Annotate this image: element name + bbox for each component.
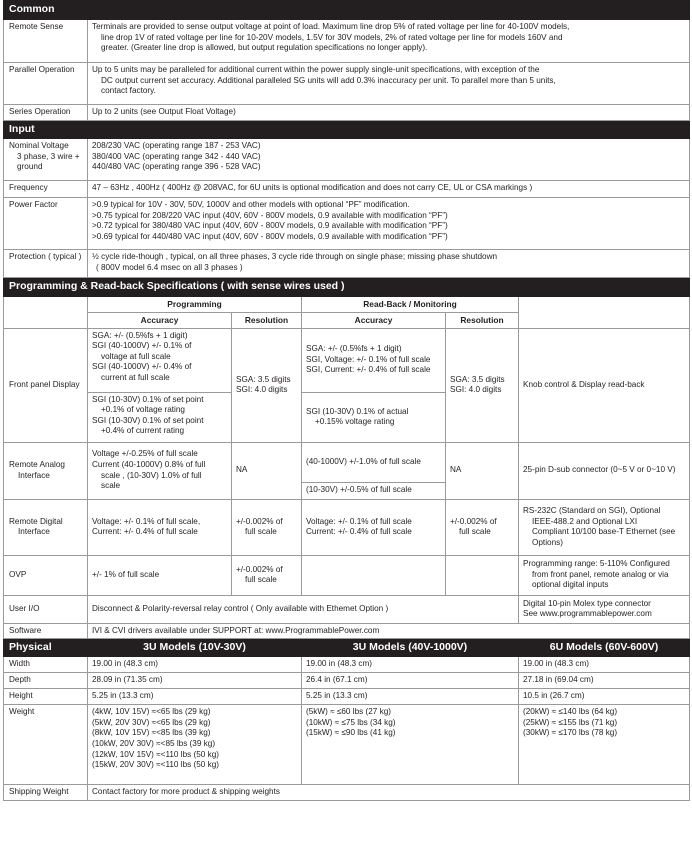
spec-sheet (3, 0, 689, 801)
analog-rb-accuracy-top: (40-1000V) +/-1.0% of full scale (302, 442, 446, 482)
power-factor-label: Power Factor (4, 198, 88, 250)
front-prog-accuracy-bottom: SGI (10-30V) 0.1% of set point +0.1% of voltage rating SGI (10-30V) 0.1% of set point +0.4% of current rating (88, 392, 232, 442)
weight-6u: (20kW) ≈ ≤140 lbs (64 kg) (25kW) ≈ ≤155 lbs (71 kg) (30kW) ≈ ≤170 lbs (78 kg) (519, 705, 690, 785)
width-6u: 19.00 in (48.3 cm) (519, 657, 690, 673)
remote-analog-label: Remote Analog Interface (4, 442, 88, 499)
physical-col-3u-low: 3U Models (10V-30V) (88, 639, 302, 657)
section-common: Common (4, 1, 690, 20)
parallel-label: Parallel Operation (4, 63, 88, 105)
front-prog-resolution: SGA: 3.5 digits SGI: 4.0 digits (232, 328, 302, 442)
frequency-label: Frequency (4, 181, 88, 198)
front-panel-label: Front panel Display (4, 328, 88, 442)
software-label: Software (4, 623, 88, 639)
analog-rb-resolution: NA (446, 442, 519, 499)
rb-resolution-head: Resolution (446, 312, 519, 328)
height-3u-high: 5.25 in (13.3 cm) (302, 689, 519, 705)
software-value: IVI & CVI drivers available under SUPPORT at: www.ProgrammablePower.com (88, 623, 690, 639)
prog-resolution-head: Resolution (232, 312, 302, 328)
digital-note: RS-232C (Standard on SGI), Optional IEEE-488.2 and Optional LXI Compliant 10/100 base-T Ethernet (see Options) (519, 499, 690, 555)
digital-rb-resolution: +/-0.002% of full scale (446, 499, 519, 555)
front-rb-resolution: SGA: 3.5 digits SGI: 4.0 digits (446, 328, 519, 442)
analog-rb-accuracy-bottom: (10-30V) +/-0.5% of full scale (302, 482, 446, 499)
physical-col-3u-high: 3U Models (40V-1000V) (302, 639, 519, 657)
physical-col-6u: 6U Models (60V-600V) (519, 639, 690, 657)
depth-3u-low: 28.09 in (71.35 cm) (88, 673, 302, 689)
front-prog-accuracy-top: SGA: +/- (0.5%fs + 1 digit) SGI (40-1000V) +/- 0.1% of voltage at full scale SGI (40-1000V) +/- 0.4% of current at full scale (88, 328, 232, 392)
user-io-value: Disconnect & Polarity-reversal relay control ( Only available with Ethemet Option ) (88, 595, 519, 623)
weight-3u-high: (5kW) ≈ ≤60 lbs (27 kg) (10kW) ≈ ≤75 lbs (34 kg) (15kW) ≈ ≤90 lbs (41 kg) (302, 705, 519, 785)
front-rb-accuracy-bottom: SGI (10-30V) 0.1% of actual +0.15% voltage rating (302, 392, 446, 442)
front-note: Knob control & Display read-back (519, 328, 690, 442)
analog-prog-resolution: NA (232, 442, 302, 499)
ovp-note: Programming range: 5-110% Configured from front panel, remote analog or via optional digital inputs (519, 555, 690, 595)
weight-3u-low: (4kW, 10V 15V) ≈<65 lbs (29 kg) (5kW, 20V 30V) ≈<65 lbs (29 kg) (8kW, 10V 15V) ≈<85 lbs (39 kg) (10kW, 20V 30V) ≈<85 lbs (39 kg) (12kW, 10V 15V) ≈<110 lbs (50 kg) (15kW, 20V 30V) ≈<110 lbs (50 kg) (88, 705, 302, 785)
series-label: Series Operation (4, 105, 88, 121)
section-input: Input (4, 121, 690, 139)
section-physical: Physical (4, 639, 88, 657)
weight-label: Weight (4, 705, 88, 785)
front-rb-accuracy-top: SGA: +/- (0.5%fs + 1 digit) SGI, Voltage: +/- 0.1% of full scale SGI, Current: +/- 0.4% of full scale (302, 328, 446, 392)
height-6u: 10.5 in (26.7 cm) (519, 689, 690, 705)
remote-digital-label: Remote Digital Interface (4, 499, 88, 555)
readback-head: Read-Back / Monitoring (302, 297, 519, 313)
remote-sense-value: Terminals are provided to sense output voltage at point of load. Maximum line drop 5% of rated voltage per line for 40-100V models, line drop 1V of rated voltage per line for 10-20V models, 1.5V for 30V models, 2% of rated voltage per line for models 160V and greater. (Greater line drop is allowed, but output regulation specifications no longer apply). (88, 20, 690, 63)
nominal-voltage-label: Nominal Voltage 3 phase, 3 wire + ground (4, 139, 88, 181)
nominal-voltage-value: 208/230 VAC (operating range 187 - 253 VAC) 380/400 VAC (operating range 342 - 440 VAC) 440/480 VAC (operating range 396 - 528 VAC) (88, 139, 690, 181)
protection-value: ½ cycle ride-though , typical, on all three phases, 3 cycle ride through on single phase; missing phase shutdown ( 800V model 6.4 msec on all 3 phases ) (88, 250, 690, 278)
shipping-weight-value: Contact factory for more product & shipping weights (88, 785, 690, 801)
user-io-note: Digital 10-pin Molex type connector See www.programmablepower.com (519, 595, 690, 623)
ovp-resolution: +/-0.002% of full scale (232, 555, 302, 595)
rb-accuracy-head: Accuracy (302, 312, 446, 328)
series-value: Up to 2 units (see Output Float Voltage) (88, 105, 690, 121)
spec-table (3, 0, 690, 801)
width-label: Width (4, 657, 88, 673)
power-factor-value: >0.9 typical for 10V - 30V, 50V, 1000V and other models with optional “PF” modification. >0.75 typical for 208/220 VAC input (40V, 60V - 800V models, 0.9 available with modification “PF”) >0.72 typical for 380/480 VAC input (40V, 60V - 800V models, 0.9 available with modification “PF”) >0.69 typical for 440/480 VAC input (40V, 60V - 800V models, 0.9 available with modification “PF”) (88, 198, 690, 250)
digital-rb-accuracy: Voltage: +/- 0.1% of full scale Current: +/- 0.4% of full scale (302, 499, 446, 555)
depth-label: Depth (4, 673, 88, 689)
shipping-weight-label: Shipping Weight (4, 785, 88, 801)
frequency-value: 47 – 63Hz , 400Hz ( 400Hz @ 208VAC, for 6U units is optional modification and does not carry CE, UL or CSA markings ) (88, 181, 690, 198)
prog-accuracy-head: Accuracy (88, 312, 232, 328)
height-3u-low: 5.25 in (13.3 cm) (88, 689, 302, 705)
ovp-accuracy: +/- 1% of full scale (88, 555, 232, 595)
section-programming: Programming & Read-back Specifications ( with sense wires used ) (4, 278, 690, 297)
width-3u-low: 19.00 in (48.3 cm) (88, 657, 302, 673)
user-io-label: User I/O (4, 595, 88, 623)
digital-prog-accuracy: Voltage: +/- 0.1% of full scale, Current: +/- 0.4% of full scale (88, 499, 232, 555)
protection-label: Protection ( typical ) (4, 250, 88, 278)
analog-note: 25-pin D-sub connector (0~5 V or 0~10 V) (519, 442, 690, 499)
height-label: Height (4, 689, 88, 705)
programming-head: Programming (88, 297, 302, 313)
parallel-value: Up to 5 units may be paralleled for additional current within the power supply single-unit specifications, with exception of the DC output current set accuracy. Additional paralleled SG units will add 0.3% inaccuracy per unit. To parallel more than 5 units, contact factory. (88, 63, 690, 105)
width-3u-high: 19.00 in (48.3 cm) (302, 657, 519, 673)
digital-prog-resolution: +/-0.002% of full scale (232, 499, 302, 555)
analog-prog-accuracy: Voltage +/-0.25% of full scale Current (40-1000V) 0.8% of full scale , (10-30V) 1.0% of full scale (88, 442, 232, 499)
depth-6u: 27.18 in (69.04 cm) (519, 673, 690, 689)
ovp-label: OVP (4, 555, 88, 595)
depth-3u-high: 26.4 in (67.1 cm) (302, 673, 519, 689)
remote-sense-label: Remote Sense (4, 20, 88, 63)
